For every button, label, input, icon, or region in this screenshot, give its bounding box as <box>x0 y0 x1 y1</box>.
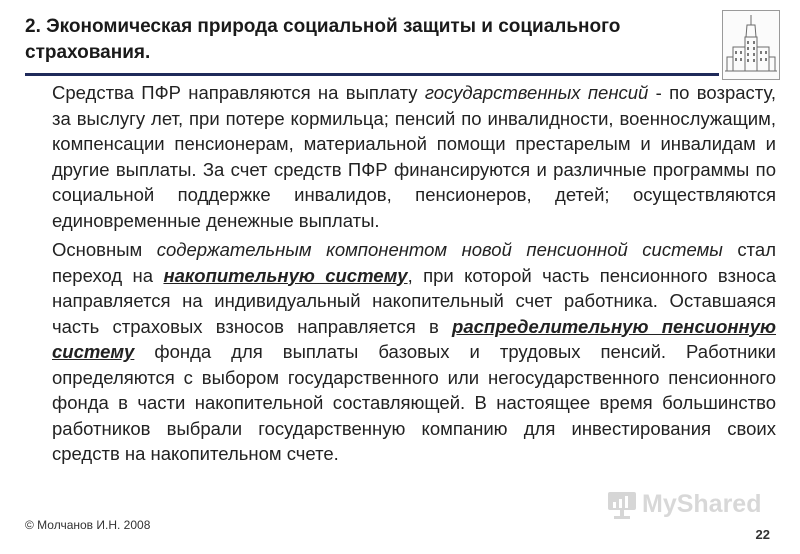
university-logo <box>722 10 780 80</box>
slide-title-line2: страхования. <box>25 42 151 63</box>
watermark <box>606 486 766 526</box>
p2-bold-distributive-system: распределительную пенсионную систему <box>52 315 777 362</box>
p1-italic-state-pensions: государственных пенсий <box>424 82 649 103</box>
paragraph-pension-system <box>52 237 776 467</box>
p1-text-2: - по возрасту, за выслугу лет, при потере кормильца; пенсий по инвалидности, военнослужащим, компенсации пенсионерам, материальной помощи престарелым и инвалидам и другие выплаты. За счет средств ПФР финансируются и различные программы по социальной поддержке инвалидов, пенсионеров, детей; осуществляются единовременные денежные выплаты. <box>52 82 777 231</box>
slide-title-line1: 2. Экономическая природа социальной защиты и социального <box>25 16 621 37</box>
p2-text-3: , при которой часть пенсионного взноса направляется на индивидуальный накопительный счет работника. Оставшаяся часть страховых взносов направляется в <box>52 264 776 337</box>
page-number: 22 <box>755 527 770 542</box>
slide-title <box>25 14 705 66</box>
p2-text-1: Основным <box>52 239 157 260</box>
p2-text-4: фонда для выплаты базовых и трудовых пенсий. Работники определяются с выбором государственного или негосударственного пенсионного фонда в части накопительной составляющей. В настоящее время большинство работников выбрали государственную компанию для инвестирования своих средств на накопительном счете. <box>52 341 776 464</box>
presentation-board-icon <box>606 490 638 520</box>
university-building-icon <box>723 11 779 79</box>
title-divider <box>25 73 719 76</box>
watermark-text: MyShared <box>642 490 762 518</box>
copyright-text: © Молчанов И.Н. 2008 <box>25 518 151 532</box>
p1-text-1: Средства ПФР направляются на выплату <box>52 82 425 103</box>
paragraph-pfr-funds <box>52 80 776 233</box>
p2-italic-component: содержательным компонентом новой пенсионной системы <box>156 239 723 260</box>
slide-body <box>52 80 776 471</box>
p2-text-2: стал переход на <box>52 239 776 286</box>
p2-bold-funded-system: накопительную систему <box>163 264 408 286</box>
